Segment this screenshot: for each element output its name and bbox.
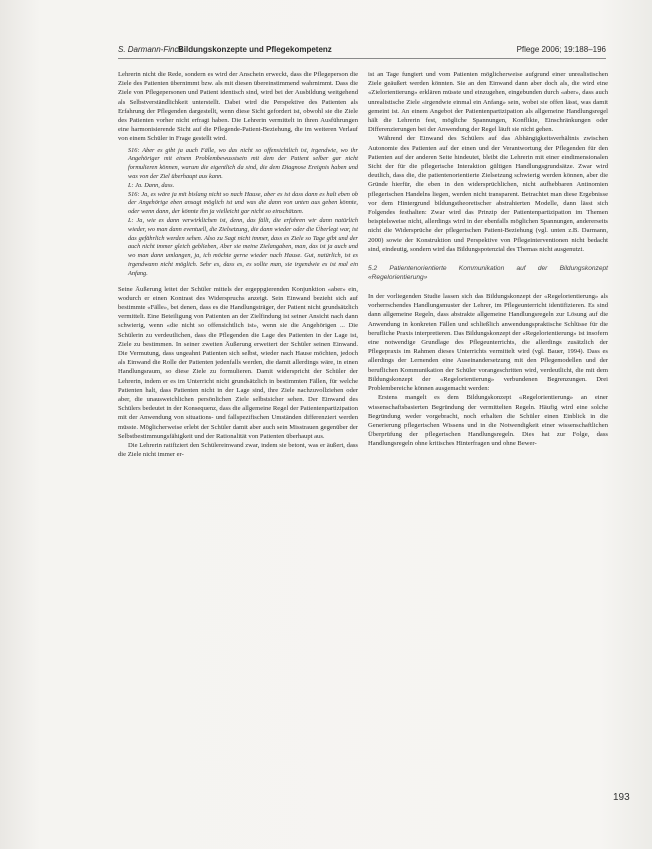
right-column <box>368 70 608 449</box>
transcript-quote <box>128 147 358 279</box>
page-number: 193 <box>613 792 630 803</box>
header-title: Bildungskonzepte und Pflegekompetenz <box>178 45 332 54</box>
running-header <box>118 44 606 59</box>
paragraph: In der vorliegenden Studie lassen sich das Bildungskonzept der «Regelorientierung» als vorherrschendes Handlungsmuster der Lehrer, im Pflegeunterricht identifizieren. Es sind dann allgemeine Regeln, dass abstrakte allgemeine Handlungsregeln zur Lösung auf die Anwendung in konkreten Fällen und schließlich anwendungspraktische Schlüsse für die berufliche Praxis interpretieren. Das Bildungskonzept der «Regelorientierung» ist insofern eine notwendige Grundlage des Pflegeunterrichts, die allerdings zusätzlich der Pflegepraxis im Rahmen dieses Unterrichts vermittelt wird (vgl. Bauer, 1994). Dass es allerdings der Lernenden eine Auseinandersetzung mit den Pflegemodellen und der beruflichen Kommunikation der Schüler vorangeschritten wird, verdeutlicht, die mit dem Bildungskonzept der «Regelorientierung» verbundenen Begrenzungen. Drei Problembereiche können ausgemacht werden: <box>368 293 608 393</box>
left-column <box>118 70 358 459</box>
quote-line: S16: Aber es gibt ja auch Fälle, wo das nicht so offensichtlich ist, irgendwie, wo ihr Angehöriger mit einem Problembewusstsein mit dem der Patient selber gar nicht formulieren können, warum die eigentlich da sind, die dem Diagnose Ereignis haben und was von der Ziel überhaupt aus kann. <box>128 146 358 181</box>
paragraph: Erstens mangelt es dem Bildungskonzept «Regelorientierung» an einer wissenschaftsbasierten Begründung der vermittelten Regeln. Häufig wird eine solche Begründung weder vorgebracht, noch erhalten die Schüler einen Einblick in die Generierung pflegerischen Wissens und in die Notwendigkeit einer wissenschaftlichen Überprüfung der pflegerischen Handlungsregeln. Dies hat zur Folge, dass Handlungsregeln ohne kritisches Hinterfragen und ohne Bewer- <box>368 394 608 448</box>
section-heading: 5.2 Patientenorientierte Kommunikation auf der Bildungskonzept «Regelorientierung» <box>368 265 608 282</box>
quote-line: L: Ja, wie es dann verwirklichen ist, denn, das fällt, die erfahren wir dann natürlich wieder, wo man dann eventuell, die Zielsetzung, die dann wieder oder die Überlegt war, ist das gefährlich werden sehen. Also zu Sagt nicht immer, dass es Ziele so Tage gibt und der auch nicht immer gleich geblieben, Aber sie meine Zielangaben, man, das ist ja auch und wo man dann umlangen, ja, ich möchte gerne wieder nach Hause. Gut, natürlich, ist es irgendwann nicht möglich. Sehr es, dass es, es sollte man, sie irgendwie es ist mal ein Anfang. <box>128 217 358 277</box>
header-journal: Pflege 2006; 19:188–196 <box>516 45 606 54</box>
paragraph: ist an Tage fungiert und vom Patienten möglicherweise aufgrund einer unrealistischen Ziele geäußert werden könnten. Sie an den Einwand dann aber doch als, die wird eine «Zielorientierung» erklären müsste und einzugehen, eingebunden durch «aber», dass auch unrealistische Ziele «irgendwie einmal ein Anfang» sein, wobei sie offen lässt, was damit gemeint ist. An einem Angebot der Patientenpartizipation als allgemeine Handlungsregel hält die Lehrerin fest, mögliche Spannungen, Konflikte, Einschränkungen oder Differenzierungen bei der Anwendung der Regel läuft sie nicht gehen. <box>368 71 608 134</box>
quote-line: S16: Ja, es wäre ja mit bislang nicht so nach Hause, aber es ist dass dann es halt eben ob der Angehörige eben ansagt möglich ist und was die dann von unten aus geben könnte, oder wenn dann, der könnte ihn ja vielleicht gar nicht so einschätzen. <box>128 190 358 216</box>
paragraph: Während der Einwand des Schülers auf das Abhängigkeitsverhältnis zwischen Autonomie des Patienten auf der einen und der Verantwortung der Pflegenden für den Patienten auf der anderen Seite hindeutet, bleibt die Lehrerin mit einer eindimensionalen Sicht der für die pflegerische Interaktion gültigen Handlungsgrundsätze. Zwar wird deutlich, dass die, die patientenorientierte Zielsetzung schwierig werden können, aber die Gründe hierfür, die eben in den widersprüchlichen, nicht aufhebbaren Antinomien pflegerischen Handelns liegen, werden nicht transparent. Betrachtet man diese Ergebnisse vor dem Hintergrund bildungstheoretischer abstrahierten Modelle, dann lässt sich Folgendes festhalten: Zwar wird das Prinzip der Patientenpartizipation im Themen beispielsweise nicht, allerdings wird in der ebenfalls möglichen Spannungen, andererseits nicht die Widersprüche der pflegerischen Patient-Beziehung (vgl. unten z.B. Darmann, 2000) sowie der Konstruktion und Perspektive von Pflegeinterventionen nicht bedacht sind, eindeutig, sondern wird das Bildungspotenzial des Themas nicht ausgenutzt. <box>368 135 608 253</box>
paragraph: Die Lehrerin ratifiziert den Schülereinwand zwar, indem sie betont, was er äußert, dass die Ziele nicht immer er- <box>118 442 358 459</box>
header-authors: S. Darmann-Finck <box>118 45 183 54</box>
quote-line: L: Ja. Dann, dass. <box>128 181 175 189</box>
paragraph: Lehrerin nicht die Rede, sondern es wird der Anschein erweckt, dass die Pflegeperson die Ziele des Patienten übernimmt bzw. als mit diesen übereinstimmend wahrnimmt. Dass die Ziele von Pflegepersonen und Patient identisch sind, wird bei der Ausbildung weitgehend als Selbstverständlichkeit unterstellt. Dabei wird die Perspektive des Patienten als Erfahrung der Pflegenden dargestellt, wenn diese Sicht gefordert ist, obwohl sie die Ziele des Patienten vorher nicht erfragt haben. Die Lehrerin vermittelt in ihren Ausführungen eine harmonisierende Sicht auf die Pflegende-Patient-Beziehung, die im weiteren Verlauf von einem Schüler in Frage gestellt wird. <box>118 71 358 143</box>
paragraph: Seine Äußerung leitet der Schüler mittels der ergeppgierenden Konjunktion «aber» ein, wodurch er einen Kontrast des Widerspruchs anzeigt. Sein Einwand bezieht sich auf bestimmte «Fälle», bei denen, dass es die Handlungsträger, der Patient nicht grundsätzlich vermittelt. Eine Beteiligung von Patienten an der Zielfindung ist seiner Ansicht nach dann schwierig, wenn «die nicht so offensichtlich ist», wenn sie die Angehörigen ... Die Schülerin zu verdeutlichen, dass die Pflegenden die Lage des Patienten in der Lage ist, Ziele zu bestimmen. In seiner zweiten Äußerung erweitert der Schüler seinen Einwand. Die Vermutung, dass ungeahnt Patienten sich selbst, wieder nach Hause möchten, jedoch als Einwand die Rolle der Patienten jedenfalls werden, die damit allerdings wäre, in einen Handlungsraum, so diese Ziele zu formulieren. Damit widerspricht der Schüler der Lehrerin, indem er es im Unterricht nicht grundsätzlich in bestimmten Fällen, für welche Patienten halt, dass Patienten nicht in der Lage sind, ihre Ziele nachzuvollziehen oder aber, die unausweichlichen persönlichen Ziele selbstsicher sehen. Der Einwand des Schülers bedeutet in der Konsequenz, dass die allgemeine Regel der Patientenpartizipation mit der Anwendung von situations- und fallspezifischen Umständen differenziert werden müsste. Möglicherweise erlebt der Schüler damit aber auch sein Misstrauen gegenüber der Selbstbestimmungsfähigkeit und der Rationalität von Patienten überhaupt aus. <box>118 285 358 440</box>
